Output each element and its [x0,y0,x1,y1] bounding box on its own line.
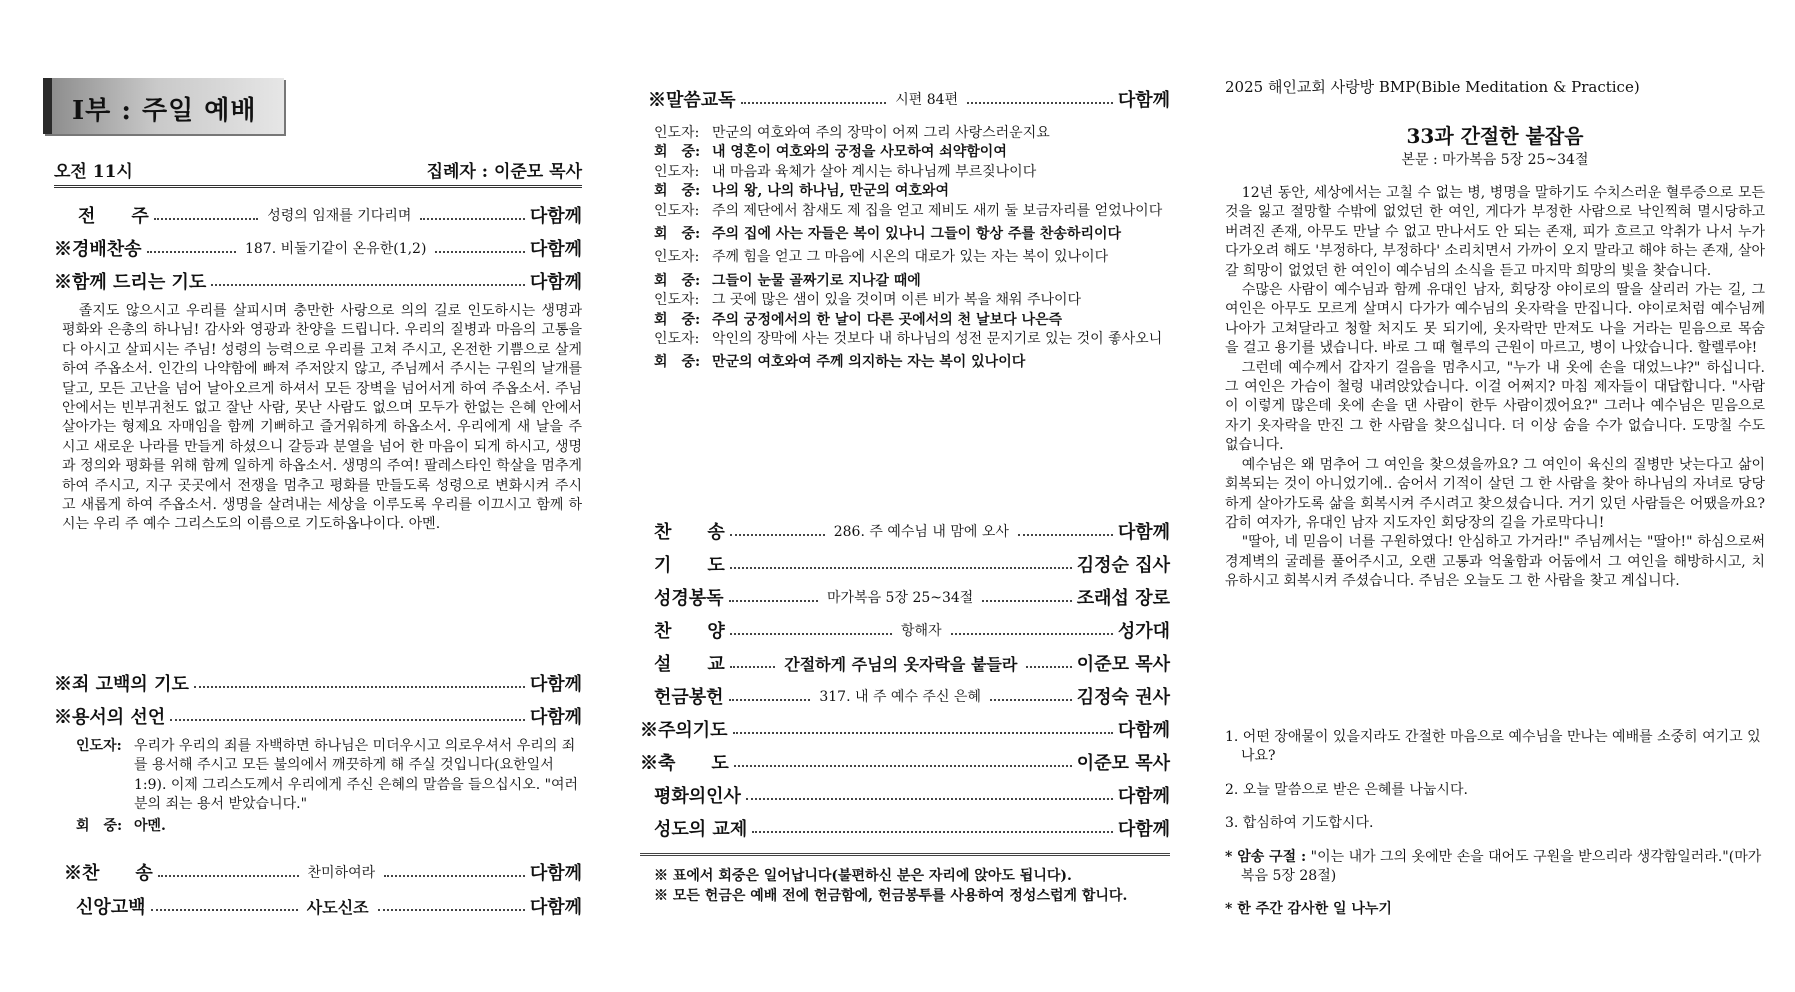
dot-leader [147,251,236,253]
order-label: 설 교 [654,654,725,675]
order-response: 다함께 [529,239,582,260]
dot-leader [435,251,524,253]
absolution-leader-text: 우리가 우리의 죄를 자백하면 하나님은 미더우시고 의로우셔서 우리의 죄를 용서해 주시고 모든 불의에서 깨끗하게 해 주실 것입니다(요한일서 1:9). 이제 그리스도께서 우리에게 주신 은혜의 말씀을 들으십시오. "여러분의 죄는 용서 받았습니다." [134,738,579,813]
dot-leader [730,633,892,635]
dot-leader [752,831,1113,833]
question-item: 2. 오늘 말씀으로 받은 은혜를 나눕시다. [1225,781,1468,798]
order-row [654,549,1170,579]
study-paragraph: 그런데 예수께서 갑자기 걸음을 멈추시고, "누가 내 옷에 손을 대었느냐?" 하십니다. 그 여인은 가슴이 철렁 내려앉았습니다. 이걸 어쩌지? 마침 제자들이 대답합니다. "사람이 이렇게 많은데 옷에 손을 댄 사람이 한두 사람이겠어요?" 그러나 예수님은 믿음으로 자기 옷자락을 만진 그 한 사람을 찾으십니다. 더 이상 숨을 수가 없습니다. 도망칠 수도 없습니다. [1225,359,1765,454]
dot-leader [746,798,1113,800]
dot-leader [151,909,298,911]
lesson-title: 33과 간절한 붙잡음 [1406,124,1584,148]
order-label: 헌금봉헌 [654,687,724,708]
order-label: 찬 송 [654,522,725,543]
order-detail: 사도신조 [306,897,369,917]
reading-text: 주의 제단에서 참새도 제 집을 얻고 제비도 새끼 둘 보금자리를 얻었나이다 [712,202,1163,219]
order-row [654,615,1170,645]
order-row [54,200,582,230]
reading-line [654,124,1164,143]
dot-leader [730,567,1072,569]
order-row [640,747,1170,777]
order-response: 조래섭 장로 [1076,588,1170,609]
study-paragraph: "딸아, 네 믿음이 너를 구원하였다! 안심하고 가거라!" 주님께서는 "딸아!" 하심으로써 경계벽의 굴레를 풀어주시고, 오랜 고통과 억울함과 어둠에서 그 여인을 해방하시고, 치유하시고 회복시켜 주셨습니다. 주님은 오늘도 그 한 사람을 찾고 계십니다. [1225,534,1765,590]
order-detail: 187. 비둘기같이 온유한(1,2) [244,241,427,257]
order-response: 이준모 목사 [1076,654,1171,675]
reading-line [654,291,1164,310]
responsive-reading-row [648,84,1170,114]
order-detail: 찬미하여라 [307,865,376,881]
service-leader: 집례자 : 이준모 목사 [426,162,582,182]
scripture-reference: 본문 : 마가복음 5장 25~34절 [1401,152,1589,168]
order-label: ※용서의 선언 [54,707,166,728]
reading-text: 내 마음과 육체가 살아 계시는 하나님께 부르짖나이다 [712,163,1037,180]
order-row [54,891,582,921]
dot-leader [420,218,524,220]
speaker-label: 인도자: [654,249,700,266]
note-line: ※ 모든 헌금은 예배 전에 헌금함에, 헌금봉투를 사용하여 정성스럽게 합니다. [654,888,1128,904]
reading-line [654,330,1164,349]
dot-leader [378,909,525,911]
order-label: ※말씀교독 [648,90,736,111]
reading-line [654,311,1164,330]
order-label: 성도의 교제 [654,819,748,840]
dot-leader [170,719,525,721]
prayer-text: 졸지도 않으시고 우리를 살피시며 충만한 사랑으로 의의 길로 인도하시는 생명과 평화와 은총의 하나님! 감사와 영광과 찬양을 드립니다. 우리의 질병과 마음의 고통을 다 아시고 살피시는 주님! 성령의 능력으로 우리를 고쳐 주시고, 온전한 기쁨으로 살게 하여 주옵소서. 인간의 나약함에 빠져 주저앉지 않고, 주님께서 주시는 구원의 날개를 달고, 모든 고난을 넘어 날아오르게 하셔서 모든 장벽을 넘어서게 하여 주옵소서. 주님 안에서는 빈부귀천도 없고 잘난 사람, 못난 사람도 없으며 모두가 한없는 은혜 안에서 살아가는 형제요 자매임을 함께 기뻐하고 즐거워하게 하옵소서. 우리에게 새 날을 주시고 새로운 나라를 만들게 하셨으니 갈등과 분열을 넘어 한 마음이 되게 하시고, 생명과 정의와 평화를 위해 함께 일하게 하옵소서. 생명의 주여! 팔레스타인 학살을 멈추게 하여 주시고, 지구 곳곳에서 전쟁을 멈추고 평화를 만들도록 성령으로 변화시켜 주시고 새롭게 하여 주옵소서. 생명을 살려내는 세상을 이루도록 우리를 이끄시고 함께 하시는 우리 주 예수 그리스도의 이름으로 기도하옵나이다. 아멘. [62,303,582,533]
dot-leader [730,666,775,668]
note-line: ※ 표에서 회중은 일어납니다(불편하신 분은 자리에 앉아도 됩니다). [654,868,1072,884]
order-row [654,813,1170,843]
study-paragraph: 수많은 사람이 예수님과 함께 유대인 남자, 회당장 야이로의 딸을 살리러 가는 길, 그 여인은 아무도 모르게 살며시 다가가 예수님의 옷자락을 만집니다. 야이로처럼 예수님께 나아가 고쳐달라고 청할 처지도 못 되기에, 옷자락만 만져도 나을 거라는 믿음으로 목숨을 걸고 용기를 냈습니다. 바로 그 때 혈루의 근원이 마르고, 병이 나았습니다. 할렐루야! [1225,282,1765,357]
speaker-label: 인도자: [654,125,700,141]
speaker-label: 회 중: [654,144,701,161]
dot-leader [990,699,1072,701]
order-response: 다함께 [529,206,582,227]
order-label: 성경봉독 [654,588,724,609]
order-label: 기 도 [654,555,725,576]
speaker-label: 인도자: [654,163,700,180]
question-item: 3. 합심하여 기도합시다. [1225,815,1374,832]
order-label: ※죄 고백의 기도 [54,674,189,695]
order-row [654,582,1170,612]
section-title: I부 : 주일 예배 [72,96,257,126]
dot-leader [1026,666,1071,668]
memory-verse [1225,848,1765,887]
order-detail: 마가복음 5장 25~34절 [827,590,974,606]
order-row [654,681,1170,711]
order-row [54,668,582,698]
order-response: 다함께 [1117,819,1170,840]
section-banner [43,78,284,134]
order-response: 다함께 [1117,522,1170,543]
order-label: ※찬 송 [64,863,153,884]
speaker-label: 인도자: [76,738,122,754]
reading-text: 내 영혼이 여호와의 궁정을 사모하여 쇠약함이여 [712,144,1007,161]
order-response: 성가대 [1117,621,1170,642]
reading-text: 악인의 장막에 사는 것보다 내 하나님의 성전 문지기로 있는 것이 좋사오니 [712,331,1163,348]
discussion-questions [1225,728,1765,920]
reading-line [654,202,1164,221]
order-row [54,701,582,731]
reading-line [654,225,1164,244]
order-row [54,857,582,887]
order-detail: 317. 내 주 예수 주신 은혜 [819,689,981,705]
dot-leader [733,732,1113,734]
order-label: ※주의기도 [640,720,728,741]
reading-text: 주의 집에 사는 자들은 복이 있나니 그들이 항상 주를 찬송하리이다 [712,226,1122,243]
dot-leader [729,600,818,602]
study-header: 2025 해인교회 사랑방 BMP(Bible Meditation & Practice) [1225,78,1640,96]
speaker-label: 인도자: [654,292,700,309]
dot-leader [194,686,525,688]
reading-line [654,182,1164,201]
question-item: 1. 어떤 장애물이 있을지라도 간절한 마음으로 예수님을 만나는 예배를 소중히 여기고 있나요? [1225,729,1761,765]
order-response: 이준모 목사 [1076,753,1170,774]
order-label: 전 주 [78,206,149,227]
order-label: ※함께 드리는 기도 [54,272,207,293]
reading-line [654,163,1164,182]
reading-text: 그들이 눈물 골짜기로 지나갈 때에 [712,272,921,289]
order-label: 신앙고백 [76,897,146,918]
order-response: 다함께 [529,897,582,918]
order-row [640,714,1170,744]
order-label: 평화의인사 [654,786,741,807]
study-body [1225,184,1765,592]
dot-leader [158,875,299,877]
reading-line [654,248,1164,267]
order-response: 다함께 [1117,786,1170,807]
order-label: 찬 양 [654,621,725,642]
order-detail: 286. 주 예수님 내 맘에 오사 [833,524,1009,540]
study-paragraph: 12년 동안, 세상에서는 고칠 수 없는 병, 병명을 말하기도 수치스러운 혈루증으로 모든 것을 잃고 절망할 수밖에 없었던 한 여인, 게다가 부정한 사람으로 낙인찍혀 멸시당하고 버려진 존재, 아무도 만날 수 없고 만나서도 안 되는 존재, 피가 흐르고 악취가 나서 누가 다가오려 해도 '부정하다, 부정하다' 소리치면서 가까이 오지 말라고 해야 하는 존재, 살아갈 희망이 없었던 한 여인이 예수님의 소식을 듣고 마지막 희망의 빛을 찾습니다. [1225,185,1765,279]
order-row [54,266,582,296]
order-label: ※경배찬송 [54,239,142,260]
dot-leader [951,633,1113,635]
order-response: 다함께 [529,863,583,884]
reading-text: 만군의 여호와여 주의 장막이 어찌 그리 사랑스러운지요 [712,125,1050,141]
divider [640,853,1170,856]
dot-leader [982,600,1071,602]
order-response: 김정순 집사 [1076,555,1170,576]
absolution-people-text: 아멘. [134,817,166,834]
absolution-block [76,737,582,836]
responsive-reading [654,124,1164,373]
reading-text: 만군의 여호와여 주께 의지하는 자는 복이 있나이다 [712,354,1026,371]
dot-leader [730,534,825,536]
dot-leader [211,284,525,286]
order-response: 김정숙 권사 [1076,687,1170,708]
service-time: 오전 11시 [54,162,133,182]
dot-leader [1018,534,1113,536]
service-time-bar [54,155,582,188]
order-row [654,516,1170,546]
dot-leader [384,875,525,877]
order-row [54,233,582,263]
order-detail: 시편 84편 [895,92,959,108]
closing-item: * 한 주간 감사한 일 나누기 [1225,901,1392,918]
dot-leader [154,218,258,220]
absolution-leader-line [76,737,582,815]
dot-leader [741,102,887,104]
reading-line [654,143,1164,162]
speaker-label: 회 중: [654,272,701,289]
order-label: ※축 도 [640,753,729,774]
reading-text: 그 곳에 많은 샘이 있을 것이며 이른 비가 복을 채워 주나이다 [712,292,1082,309]
reading-text: 주께 힘을 얻고 그 마음에 시온의 대로가 있는 자는 복이 있나이다 [712,249,1109,266]
memory-text: "이는 내가 그의 옷에만 손을 대어도 구원을 받으리라 생각함일러라."(마가복음 5장 28절) [1241,848,1762,885]
dot-leader [967,102,1113,104]
speaker-label: 인도자: [654,202,700,219]
absolution-people-line [76,817,582,836]
order-detail: 성령의 임재를 기다리며 [267,208,412,224]
order-row [654,780,1170,810]
speaker-label: 회 중: [654,311,701,328]
reading-text: 나의 왕, 나의 하나님, 만군의 여호와여 [712,183,949,200]
order-response: 다함께 [529,674,582,695]
speaker-label: 회 중: [654,183,701,200]
reading-line [654,272,1164,291]
speaker-label: 회 중: [76,817,123,834]
order-row [654,648,1170,678]
speaker-label: 인도자: [654,331,700,348]
study-paragraph: 예수님은 왜 멈추어 그 여인을 찾으셨을까요? 그 여인이 육신의 질병만 낫는다고 삶이 회복되는 것이 아니었기에.. 숨어서 기적이 살던 그 한 사람을 찾아 하나님의 자녀로 당당하게 살아가도록 삶을 회복시켜 주시려고 찾으셨습니다. 거기 있던 사람들은 어땠을까요? 감히 여자가, 유대인 남자 지도자인 회당장의 길을 가로막다니! [1225,456,1765,531]
dot-leader [734,765,1072,767]
order-response: 다함께 [1117,90,1171,111]
dot-leader [729,699,811,701]
order-detail: 항해자 [901,623,942,639]
reading-text: 주의 궁정에서의 한 날이 다른 곳에서의 천 날보다 나은즉 [712,311,1063,328]
reading-line [654,353,1164,372]
speaker-label: 회 중: [654,226,701,243]
speaker-label: 회 중: [654,354,701,371]
memory-label: * 암송 구절 : [1225,848,1307,865]
notes-block [654,866,1170,906]
order-response: 다함께 [529,272,582,293]
order-detail: 간절하게 주님의 옷자락을 붙들라 [784,654,1018,674]
order-response: 다함께 [1117,720,1170,741]
order-response: 다함께 [529,707,582,728]
